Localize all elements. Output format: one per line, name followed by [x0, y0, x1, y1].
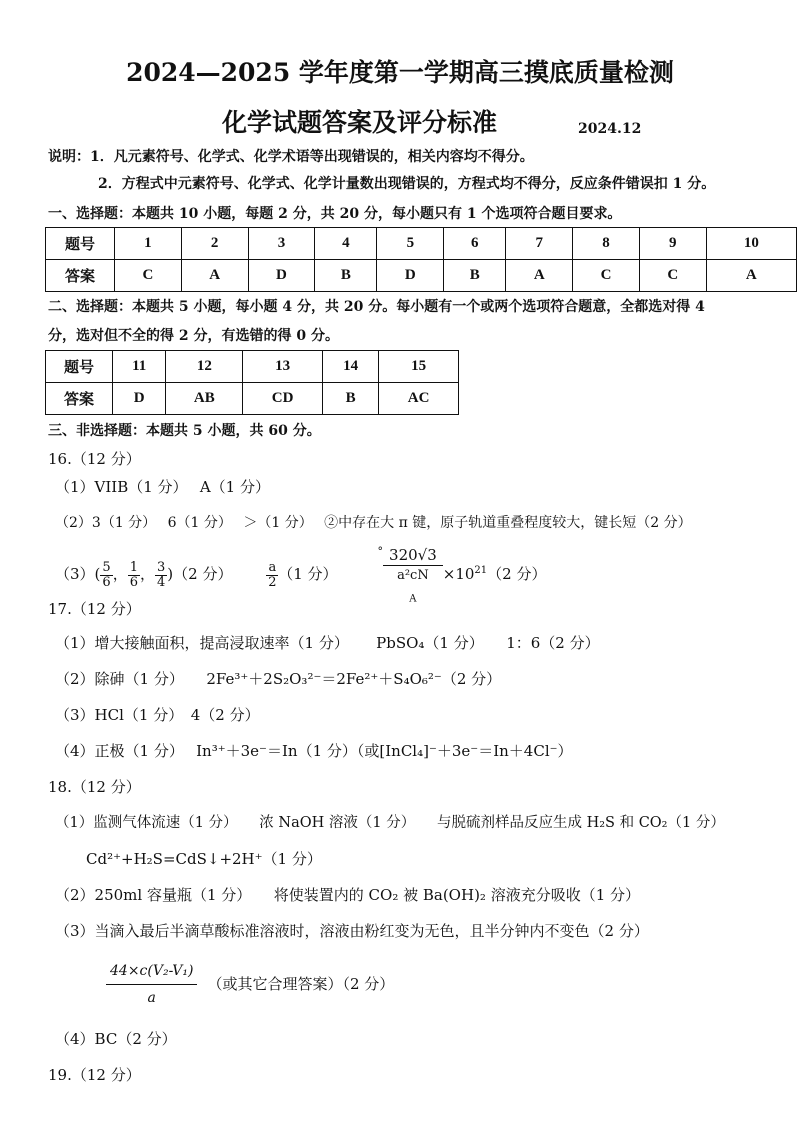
q16-part3: （3）( $\frac{5}{6}$ ， $\frac{1}{6}$ ， $\frac{3}{4}$ )（2 分） $\frac{a}{2}$ （1 分）° 320√3 a²cN $_A$ $\times 10^{21}(2$ 分） — [55, 545, 547, 605]
q18-part4: （4）BC（2 分） — [55, 1030, 177, 1048]
note-line-1: 说明：1．凡元素符号、化学式、化学术语等出现错误的，相关内容均不得分。 — [48, 149, 534, 165]
exam-date: 2024.12 — [578, 121, 642, 137]
table-row — [46, 260, 797, 292]
q16-part2: （2）3（1 分） 6（1 分） ＞（1 分） ②中存在大 π 键，原子轨道重叠程度较大，键长短（2 分） — [55, 515, 692, 531]
table-cell: D — [113, 383, 166, 415]
table-cell: AB — [166, 383, 243, 415]
q17-part2: （2）除砷（1 分） 2Fe³⁺＋2S₂O₃²⁻＝2Fe²⁺＋S₄O₆²⁻（2 分） — [55, 670, 502, 688]
row-label: 答案 — [46, 383, 113, 415]
q17-header: 17.（12 分） — [48, 600, 141, 618]
q18-part2: （2）250ml 容量瓶（1 分） 将使装置内的 CO₂ 被 Ba(OH)₂ 溶液充分吸收（1 分） — [55, 886, 641, 904]
section1-answer-table — [45, 227, 797, 292]
note-line-2: 2．方程式中元素符号、化学式、化学计量数出现错误的，方程式均不得分，反应条件错误扣 1 分。 — [98, 176, 716, 192]
section3-heading: 三、非选择题：本题共 5 小题，共 60 分。 — [48, 423, 321, 439]
table-cell: D — [248, 260, 315, 292]
table-cell: 6 — [444, 228, 506, 260]
q16-header: 16.（12 分） — [48, 450, 141, 468]
fraction: $\frac{3}{4}$ — [157, 559, 166, 590]
table-cell: B — [444, 260, 506, 292]
fraction: $\frac{1}{6}$ — [129, 559, 138, 590]
table-row — [46, 383, 459, 415]
circle-mark: ° — [377, 545, 384, 558]
fraction: $\frac{\text{44×c(V₂-V₁)}}{a}$ — [106, 962, 197, 1008]
table-cell: 15 — [379, 351, 459, 383]
q16-part1: （1）VIIB（1 分） A（1 分） — [55, 478, 270, 496]
q18-part1-equation: Cd²⁺+H₂S=CdS↓+2H⁺（1 分） — [86, 850, 322, 868]
table-cell: A — [506, 260, 573, 292]
table-cell: 5 — [377, 228, 444, 260]
q18-header: 18.（12 分） — [48, 778, 141, 796]
table-cell: 8 — [573, 228, 640, 260]
q18-part3-formula: $\frac{\text{44×c(V₂-V₁)}}{a}$ （或其它合理答案）（2 分） — [106, 962, 394, 1008]
table-cell: B — [322, 383, 378, 415]
table-cell: 7 — [506, 228, 573, 260]
table-cell: 10 — [706, 228, 796, 260]
q18-part3: （3）当滴入最后半滴草酸标准溶液时，溶液由粉红变为无色，且半分钟内不变色（2 分） — [55, 922, 649, 940]
table-cell: 13 — [243, 351, 323, 383]
table-cell: C — [115, 260, 182, 292]
q16-part3-lead: （3）( — [55, 565, 101, 583]
row-label: 答案 — [46, 260, 115, 292]
table-cell: C — [573, 260, 640, 292]
answer-key-title: 化学试题答案及评分标准 — [222, 108, 498, 137]
section2-answer-table — [45, 350, 459, 415]
q19-header: 19.（12 分） — [48, 1066, 141, 1084]
q17-part3: （3）HCl（1 分） 4（2 分） — [55, 706, 260, 724]
table-cell: B — [315, 260, 377, 292]
table-cell: CD — [243, 383, 323, 415]
section2-heading-line2: 分，选对但不全的得 2 分，有选错的得 0 分。 — [48, 328, 339, 344]
table-cell: 4 — [315, 228, 377, 260]
q17-part1: （1）增大接触面积，提高浸取速率（1 分） PbSO₄（1 分） 1：6（2 分） — [55, 634, 600, 652]
table-cell: C — [639, 260, 706, 292]
table-cell: A — [706, 260, 796, 292]
table-cell: 9 — [639, 228, 706, 260]
section2-heading-line1: 二、选择题：本题共 5 小题，每小题 4 分，共 20 分。每小题有一个或两个选项符合题意，全都选对得 4 — [48, 299, 705, 315]
exam-title: 2024—2025 学年度第一学期高三摸底质量检测 — [126, 58, 674, 87]
fraction: $\frac{5}{6}$ — [102, 559, 111, 590]
table-cell: 3 — [248, 228, 315, 260]
row-label: 题号 — [46, 351, 113, 383]
table-row — [46, 351, 459, 383]
fraction: 320√3 a²cN $_A$ — [383, 546, 443, 604]
row-label: 题号 — [46, 228, 115, 260]
section1-heading: 一、选择题：本题共 10 小题，每题 2 分，共 20 分，每小题只有 1 个选项符合题目要求。 — [48, 206, 622, 222]
table-row — [46, 228, 797, 260]
q18-part1: （1）监测气体流速（1 分） 浓 NaOH 溶液（1 分） 与脱硫剂样品反应生成 H₂S 和 CO₂（1 分） — [55, 815, 725, 831]
table-cell: A — [181, 260, 248, 292]
fraction: $\frac{a}{2}$ — [268, 559, 277, 590]
table-cell: 12 — [166, 351, 243, 383]
table-cell: 2 — [181, 228, 248, 260]
q17-part4: （4）正极（1 分） In³⁺＋3e⁻＝In（1 分）（或[InCl₄]⁻＋3e⁻＝In＋4Cl⁻） — [55, 742, 573, 760]
table-cell: D — [377, 260, 444, 292]
table-cell: 11 — [113, 351, 166, 383]
table-cell: AC — [379, 383, 459, 415]
table-cell: 1 — [115, 228, 182, 260]
table-cell: 14 — [322, 351, 378, 383]
